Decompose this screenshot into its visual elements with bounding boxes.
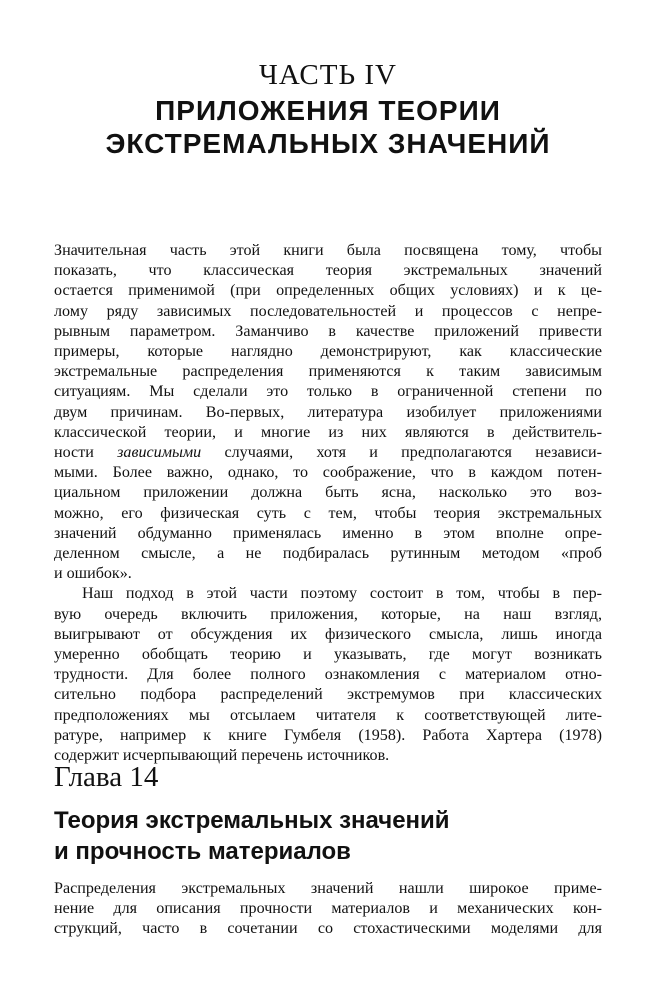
text-line: показать, что классическая теория экстремальных значений (54, 262, 602, 280)
text-line: предположениях мы отсылаем читателя к соответствующей лите- (54, 706, 602, 724)
text-line: Распределения экстремальных значений нашли широкое приме- (54, 880, 602, 897)
text-line: сительно подбора распределений экстремумов при классических (54, 686, 602, 704)
text-line: Значительная часть этой книги была посвящена тому, чтобы (54, 242, 602, 259)
intro-paragraph-2 (54, 584, 602, 766)
part-title-line: ПРИЛОЖЕНИЯ ТЕОРИИ (155, 95, 501, 126)
part-intro-text (54, 241, 602, 766)
text-line: трудности. Для более полного ознакомления с материалом отно- (54, 666, 602, 684)
text-line: примеры, которые наглядно демонстрируют, как классические (54, 343, 602, 361)
text-line: выигрывают от обсуждения их физического смысла, лишь иногда (54, 625, 602, 643)
text-line: струкций, часто в сочетании со стохастическими моделями для (54, 920, 602, 938)
text-line: рывным параметром. Заманчиво в качестве приложений привести (54, 322, 602, 340)
book-page (54, 0, 602, 1000)
chapter-title-line: и прочность материалов (54, 838, 351, 865)
text-line: содержит исчерпывающий перечень источников. (54, 747, 390, 765)
part-title-line: ЭКСТРЕМАЛЬНЫХ ЗНАЧЕНИЙ (105, 128, 551, 159)
text-fragment: случаями, хотя и предполагаются независи- (224, 444, 602, 462)
chapter-paragraph-1 (54, 879, 602, 940)
text-line: можно, его физическая суть с тем, чтобы теория экстремальных (54, 504, 602, 522)
text-line: умеренно обобщать теорию и указывать, где могут возникать (54, 646, 602, 664)
text-line: ситуациям. Мы сделали это только в ограниченной степени по (54, 383, 602, 401)
text-line: двум причинам. Во-первых, литература изобилует приложениями (54, 403, 602, 421)
text-line: лому ряду зависимых последовательностей и процессов с непре- (54, 302, 602, 320)
text-line: циальном приложении должна быть ясна, насколько это воз- (54, 484, 602, 502)
text-line: вую очередь включить приложения, которые, на наш взгляд, (54, 605, 602, 623)
text-line: деленном смысле, а не подбиралась рутинным методом «проб (54, 545, 602, 563)
text-line: экстремальные распределения применяются к таким зависимым (54, 363, 602, 381)
chapter-title-line: Теория экстремальных значений (54, 807, 450, 834)
text-line: нение для описания прочности материалов и механических кон- (54, 900, 602, 918)
chapter-text (54, 879, 602, 940)
text-line: Наш подход в этой части поэтому состоит в том, чтобы в пер- (82, 585, 602, 603)
part-title (54, 94, 602, 160)
text-line: ратуре, например к книге Гумбеля (1958). Работа Хартера (1978) (54, 726, 602, 744)
italic-word: зависимыми (117, 444, 202, 462)
text-line (54, 443, 602, 463)
text-line: мыми. Более важно, однако, то соображение, что в каждом потен- (54, 464, 602, 482)
part-label: ЧАСТЬ IV (259, 59, 397, 91)
text-line: и ошибок». (54, 565, 132, 583)
chapter-title (54, 805, 450, 867)
intro-paragraph-1 (54, 241, 602, 584)
text-line: значений обдуманно применялась именно в этом вполне опре- (54, 524, 602, 542)
text-line: классической теории, и многие из них являются в действитель- (54, 423, 602, 441)
text-fragment: ности (54, 444, 94, 462)
text-line: остается применимой (при определенных общих условиях) и к це- (54, 282, 602, 300)
chapter-label: Глава 14 (54, 761, 159, 793)
